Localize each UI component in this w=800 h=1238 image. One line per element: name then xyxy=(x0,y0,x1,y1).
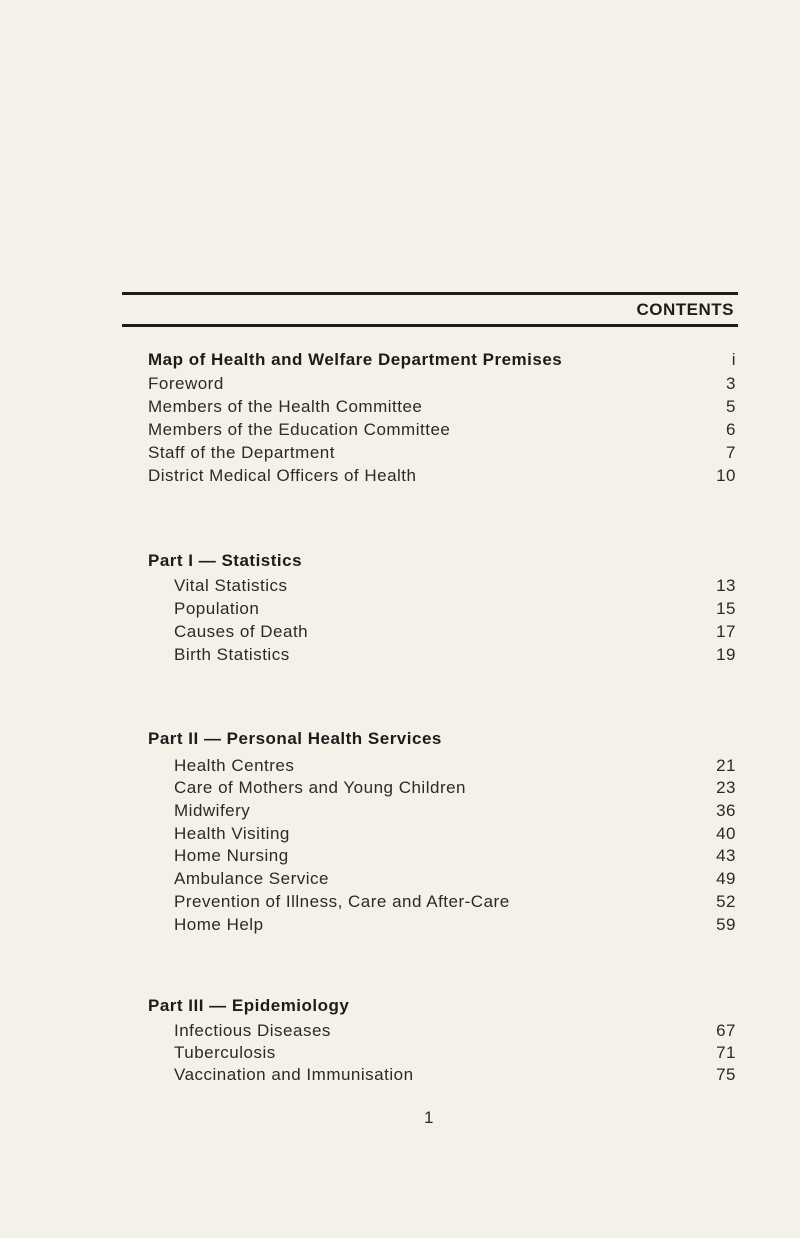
part-heading: Part III — Epidemiology xyxy=(148,996,350,1015)
toc-entry-page: 21 xyxy=(716,756,736,775)
header-rule-bottom xyxy=(122,324,738,327)
toc-entry xyxy=(148,867,738,891)
toc-entry-label: Map of Health and Welfare Department Premises xyxy=(148,350,563,369)
toc-entry-page: 49 xyxy=(716,869,736,888)
toc-entry xyxy=(148,348,738,372)
toc-entry-label: Health Visiting xyxy=(174,824,290,843)
toc-entry-page: 59 xyxy=(716,915,736,934)
toc-entry xyxy=(148,1019,738,1043)
toc-entry-label: Birth Statistics xyxy=(174,645,290,664)
toc-entry xyxy=(148,799,738,823)
toc-entry xyxy=(148,913,738,937)
toc-entry-label: District Medical Officers of Health xyxy=(148,466,417,485)
toc-entry-label: Vaccination and Immunisation xyxy=(174,1065,414,1084)
toc-entry-page: 17 xyxy=(716,622,736,641)
toc-entry xyxy=(148,574,738,598)
toc-entry-page: i xyxy=(731,350,736,369)
toc-entry xyxy=(148,372,738,396)
toc-entry-label: Population xyxy=(174,599,260,618)
part-heading: Part II — Personal Health Services xyxy=(148,729,442,748)
toc-entry-page: 3 xyxy=(726,374,736,393)
toc-entry-label: Staff of the Department xyxy=(148,443,335,462)
toc-entry-label: Care of Mothers and Young Children xyxy=(174,778,467,797)
toc-entry-page: 7 xyxy=(726,443,736,462)
toc-entry-page: 75 xyxy=(716,1065,736,1084)
toc-entry xyxy=(148,643,738,667)
toc-entry xyxy=(148,776,738,800)
toc-entry-label: Prevention of Illness, Care and After-Care xyxy=(174,892,510,911)
header-rule-top xyxy=(122,292,738,295)
toc-entry-page: 52 xyxy=(716,892,736,911)
toc-entry-page: 10 xyxy=(716,466,736,485)
toc-entry xyxy=(148,418,738,442)
toc-entry-page: 5 xyxy=(726,397,736,416)
toc-entry-label: Health Centres xyxy=(174,756,295,775)
toc-entry xyxy=(148,441,738,465)
toc-entry xyxy=(148,822,738,846)
toc-entry-label: Causes of Death xyxy=(174,622,309,641)
toc-entry-page: 71 xyxy=(716,1043,736,1062)
toc-entry xyxy=(148,597,738,621)
page-number: 1 xyxy=(424,1108,434,1127)
toc-entry-label: Members of the Education Committee xyxy=(148,420,451,439)
page-title: CONTENTS xyxy=(636,300,734,319)
toc-entry-page: 43 xyxy=(716,846,736,865)
toc-entry xyxy=(148,844,738,868)
toc-entry-page: 23 xyxy=(716,778,736,797)
part-heading: Part I — Statistics xyxy=(148,551,303,570)
toc-entry-page: 13 xyxy=(716,576,736,595)
toc-entry-label: Infectious Diseases xyxy=(174,1021,331,1040)
toc-entry-page: 15 xyxy=(716,599,736,618)
toc-entry xyxy=(148,1063,738,1087)
toc-entry xyxy=(148,395,738,419)
toc-entry-label: Home Nursing xyxy=(174,846,289,865)
toc-entry xyxy=(148,464,738,488)
toc-entry-page: 19 xyxy=(716,645,736,664)
toc-entry-label: Vital Statistics xyxy=(174,576,288,595)
toc-entry-page: 6 xyxy=(726,420,736,439)
toc-entry-label: Ambulance Service xyxy=(174,869,329,888)
toc-entry-page: 40 xyxy=(716,824,736,843)
toc-entry xyxy=(148,754,738,778)
toc-entry-label: Foreword xyxy=(148,374,224,393)
toc-entry-page: 67 xyxy=(716,1021,736,1040)
toc-entry xyxy=(148,1041,738,1065)
toc-entry-label: Midwifery xyxy=(174,801,251,820)
toc-entry xyxy=(148,620,738,644)
toc-entry-label: Tuberculosis xyxy=(174,1043,276,1062)
toc-entry-page: 36 xyxy=(716,801,736,820)
toc-entry-label: Home Help xyxy=(174,915,264,934)
toc-entry xyxy=(148,890,738,914)
toc-entry-label: Members of the Health Committee xyxy=(148,397,423,416)
